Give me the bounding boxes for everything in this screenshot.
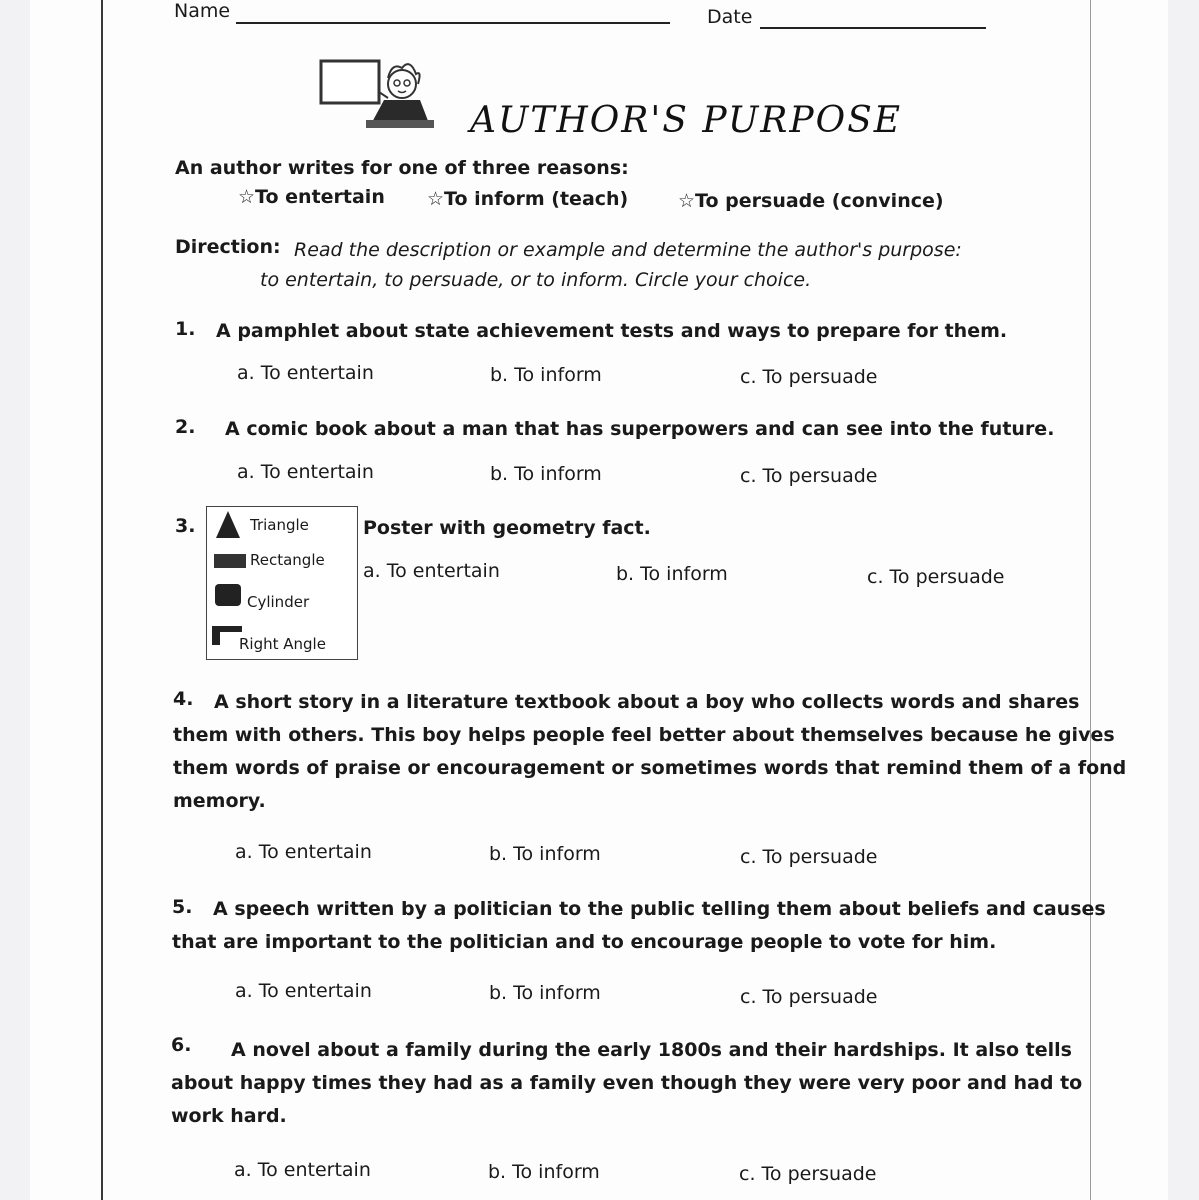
option-entertain[interactable]: a. To entertain — [235, 980, 372, 1002]
direction-label: Direction: — [175, 236, 281, 258]
option-persuade[interactable]: c. To persuade — [739, 1163, 877, 1185]
date-line[interactable] — [760, 27, 986, 29]
rectangle-icon — [213, 552, 247, 570]
shape-label-cylinder: Cylinder — [247, 593, 310, 611]
question-line: about happy times they had as a family even though they were very poor and had to — [171, 1072, 1083, 1094]
option-inform[interactable]: b. To inform — [490, 463, 602, 485]
name-label: Name — [174, 0, 231, 22]
teacher-clipart-icon — [318, 56, 436, 132]
direction-line-1: Read the description or example and determine the author's purpose: — [294, 239, 962, 261]
reason-persuade — [678, 190, 944, 212]
option-inform[interactable]: b. To inform — [488, 1161, 600, 1183]
option-entertain[interactable]: a. To entertain — [237, 461, 374, 483]
question-number: 4. — [173, 688, 194, 710]
option-entertain[interactable]: a. To entertain — [237, 362, 374, 384]
option-persuade[interactable]: c. To persuade — [867, 566, 1005, 588]
option-persuade[interactable]: c. To persuade — [740, 465, 878, 487]
reason-inform — [427, 188, 628, 210]
question-text: Poster with geometry fact. — [363, 517, 651, 539]
cylinder-icon — [214, 582, 242, 608]
question-line: A short story in a literature textbook about a boy who collects words and shares — [214, 691, 1080, 713]
question-number: 2. — [175, 416, 196, 438]
question-number: 1. — [175, 318, 196, 340]
page-right-border — [1090, 0, 1091, 1200]
option-entertain[interactable]: a. To entertain — [234, 1159, 371, 1181]
question-text: A comic book about a man that has superpowers and can see into the future. — [225, 418, 1055, 440]
option-entertain[interactable]: a. To entertain — [363, 560, 500, 582]
question-line: them words of praise or encouragement or sometimes words that remind them of a fond — [173, 757, 1127, 779]
intro-text: An author writes for one of three reasons: — [175, 157, 629, 179]
reason-persuade-label: To persuade (convince) — [695, 190, 944, 212]
question-text: A pamphlet about state achievement tests and ways to prepare for them. — [216, 320, 1008, 342]
star-icon: ☆ — [238, 186, 256, 208]
reason-entertain — [238, 186, 385, 208]
page-left-border — [101, 0, 103, 1200]
option-persuade[interactable]: c. To persuade — [740, 846, 878, 868]
worksheet-page — [30, 0, 1168, 1200]
option-persuade[interactable]: c. To persuade — [740, 986, 878, 1008]
question-number: 6. — [171, 1034, 192, 1056]
option-entertain[interactable]: a. To entertain — [235, 841, 372, 863]
triangle-icon — [215, 509, 241, 539]
date-label: Date — [707, 6, 753, 28]
geometry-poster — [206, 506, 358, 660]
shape-label-rectangle: Rectangle — [250, 551, 325, 569]
question-number: 5. — [172, 896, 193, 918]
reason-inform-label: To inform (teach) — [444, 188, 629, 210]
name-line[interactable] — [236, 22, 670, 24]
shape-label-right-angle: Right Angle — [239, 635, 326, 653]
question-text — [172, 893, 1106, 959]
option-inform[interactable]: b. To inform — [490, 364, 602, 386]
question-text — [171, 1034, 1082, 1133]
option-persuade[interactable]: c. To persuade — [740, 366, 878, 388]
direction-line-2: to entertain, to persuade, or to inform. Circle your choice. — [260, 269, 812, 291]
question-line: work hard. — [171, 1105, 287, 1127]
question-line: memory. — [173, 790, 266, 812]
option-inform[interactable]: b. To inform — [489, 843, 601, 865]
reason-entertain-label: To entertain — [255, 186, 385, 208]
star-icon: ☆ — [678, 190, 696, 212]
question-line: them with others. This boy helps people feel better about themselves because he gives — [173, 724, 1115, 746]
option-inform[interactable]: b. To inform — [489, 982, 601, 1004]
question-line: A speech written by a politician to the public telling them about beliefs and causes — [213, 898, 1106, 920]
star-icon: ☆ — [427, 188, 445, 210]
question-text — [173, 686, 1126, 818]
question-number: 3. — [175, 515, 196, 537]
option-inform[interactable]: b. To inform — [616, 563, 728, 585]
question-line: that are important to the politician and to encourage people to vote for him. — [172, 931, 997, 953]
shape-label-triangle: Triangle — [250, 516, 309, 534]
question-line: A novel about a family during the early 1800s and their hardships. It also tells — [231, 1039, 1072, 1061]
page-title: AUTHOR'S PURPOSE — [470, 100, 903, 141]
